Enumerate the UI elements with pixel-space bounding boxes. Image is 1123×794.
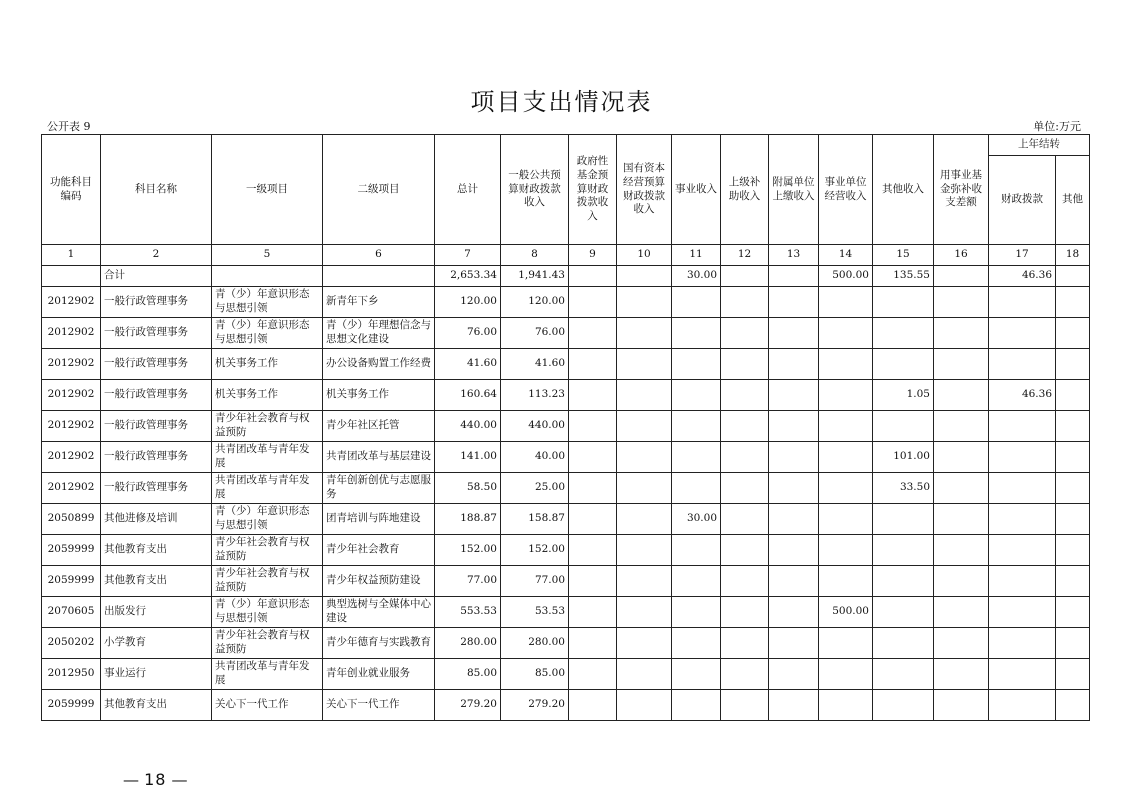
function-code-cell: 2012902 (42, 442, 101, 473)
subject-name-cell: 小学教育 (101, 628, 212, 659)
business-income-cell (672, 473, 721, 504)
fund-balance-cell (934, 380, 989, 411)
operating-income-cell: 500.00 (819, 597, 873, 628)
function-code-cell: 2059999 (42, 690, 101, 721)
carryover-other-cell (1056, 535, 1090, 566)
page-number: 18 (144, 770, 167, 789)
level1-project-cell: 青（少）年意识形态与思想引领 (212, 597, 323, 628)
level2-project-cell: 青少年德育与实践教育 (323, 628, 435, 659)
other-income-cell (873, 318, 934, 349)
general-budget-cell: 158.87 (501, 504, 569, 535)
total-cell: 553.53 (435, 597, 501, 628)
level2-project-cell: 新青年下乡 (323, 287, 435, 318)
superior-subsidy-cell (721, 442, 769, 473)
page-footer (123, 770, 188, 789)
gov-fund-cell (569, 566, 617, 597)
general-budget-cell: 440.00 (501, 411, 569, 442)
business-income-cell (672, 411, 721, 442)
fund-balance-cell (934, 411, 989, 442)
column-index-cell: 2 (101, 245, 212, 266)
general-budget-cell: 120.00 (501, 287, 569, 318)
header-carryover-group: 上年结转 (989, 135, 1090, 156)
state-capital-cell (617, 659, 672, 690)
affiliated-income-cell (769, 628, 819, 659)
general-budget-cell: 152.00 (501, 535, 569, 566)
affiliated-income-cell (769, 411, 819, 442)
general-budget-cell: 77.00 (501, 566, 569, 597)
gov-fund-cell (569, 504, 617, 535)
subject-name-cell: 事业运行 (101, 659, 212, 690)
level1-project-cell: 共青团改革与青年发展 (212, 473, 323, 504)
affiliated-income-cell (769, 597, 819, 628)
operating-income-cell (819, 690, 873, 721)
table-row (42, 504, 1090, 535)
total-cell: 120.00 (435, 287, 501, 318)
operating-income-cell (819, 473, 873, 504)
column-index-cell: 18 (1056, 245, 1090, 266)
total-cell: 77.00 (435, 566, 501, 597)
subject-name-cell: 其他教育支出 (101, 566, 212, 597)
carryover-fiscal-cell: 46.36 (989, 380, 1056, 411)
carryover-other-cell (1056, 287, 1090, 318)
fund-balance-cell (934, 349, 989, 380)
carryover-fiscal-cell (989, 659, 1056, 690)
level2-project-cell: 青少年权益预防建设 (323, 566, 435, 597)
footer-dash-right: — (171, 770, 188, 789)
header-other-income: 其他收入 (873, 135, 934, 245)
header-carryover-fiscal: 财政拨款 (989, 156, 1056, 245)
business-income-cell (672, 318, 721, 349)
operating-income-cell (819, 287, 873, 318)
carryover-fiscal-cell (989, 566, 1056, 597)
other-income-cell (873, 659, 934, 690)
other-income-cell (873, 349, 934, 380)
column-index-cell: 6 (323, 245, 435, 266)
table-row (42, 287, 1090, 318)
gov-fund-cell (569, 535, 617, 566)
business-income-cell (672, 349, 721, 380)
affiliated-income-cell (769, 473, 819, 504)
subject-name-cell: 一般行政管理事务 (101, 473, 212, 504)
level2-project-cell: 青年创新创优与志愿服务 (323, 473, 435, 504)
header-carryover-other: 其他 (1056, 156, 1090, 245)
superior-subsidy-cell (721, 411, 769, 442)
state-capital-cell (617, 442, 672, 473)
other-income-cell (873, 287, 934, 318)
gov-fund-cell (569, 411, 617, 442)
carryover-fiscal-cell (989, 473, 1056, 504)
other-income-cell (873, 597, 934, 628)
header-fund-balance: 用事业基金弥补收支差额 (934, 135, 989, 245)
level1-project-cell: 机关事务工作 (212, 349, 323, 380)
total-cell: 152.00 (435, 535, 501, 566)
total-fund-balance-cell (934, 266, 989, 287)
function-code-cell: 2012902 (42, 349, 101, 380)
total-general-cell: 1,941.43 (501, 266, 569, 287)
column-index-cell: 8 (501, 245, 569, 266)
total-business-cell: 30.00 (672, 266, 721, 287)
function-code-cell: 2059999 (42, 535, 101, 566)
total-cell: 85.00 (435, 659, 501, 690)
total-level2-cell (323, 266, 435, 287)
level2-project-cell: 团青培训与阵地建设 (323, 504, 435, 535)
subject-name-cell: 一般行政管理事务 (101, 349, 212, 380)
carryover-fiscal-cell (989, 349, 1056, 380)
total-cell: 160.64 (435, 380, 501, 411)
level2-project-cell: 青少年社会教育 (323, 535, 435, 566)
column-index-cell: 1 (42, 245, 101, 266)
business-income-cell (672, 287, 721, 318)
affiliated-income-cell (769, 442, 819, 473)
total-carry-fiscal-cell: 46.36 (989, 266, 1056, 287)
affiliated-income-cell (769, 287, 819, 318)
function-code-cell: 2050899 (42, 504, 101, 535)
superior-subsidy-cell (721, 628, 769, 659)
carryover-fiscal-cell (989, 318, 1056, 349)
fund-balance-cell (934, 504, 989, 535)
level1-project-cell: 共青团改革与青年发展 (212, 659, 323, 690)
state-capital-cell (617, 597, 672, 628)
other-income-cell: 101.00 (873, 442, 934, 473)
form-number: 公开表 9 (47, 120, 91, 133)
header-level2-project: 二级项目 (323, 135, 435, 245)
business-income-cell (672, 566, 721, 597)
function-code-cell: 2012902 (42, 287, 101, 318)
operating-income-cell (819, 504, 873, 535)
other-income-cell: 33.50 (873, 473, 934, 504)
level1-project-cell: 关心下一代工作 (212, 690, 323, 721)
superior-subsidy-cell (721, 566, 769, 597)
superior-subsidy-cell (721, 659, 769, 690)
other-income-cell (873, 504, 934, 535)
table-row (42, 411, 1090, 442)
level1-project-cell: 青少年社会教育与权益预防 (212, 566, 323, 597)
operating-income-cell (819, 566, 873, 597)
carryover-other-cell (1056, 566, 1090, 597)
table-row (42, 597, 1090, 628)
header-general-budget: 一般公共预算财政拨款收入 (501, 135, 569, 245)
header-level1-project: 一级项目 (212, 135, 323, 245)
subject-name-cell: 其他教育支出 (101, 690, 212, 721)
column-index-cell: 17 (989, 245, 1056, 266)
level2-project-cell: 青少年社区托管 (323, 411, 435, 442)
column-index-cell: 9 (569, 245, 617, 266)
superior-subsidy-cell (721, 380, 769, 411)
table-row (42, 628, 1090, 659)
total-affiliated-cell (769, 266, 819, 287)
total-label-cell: 合计 (101, 266, 212, 287)
other-income-cell (873, 411, 934, 442)
carryover-other-cell (1056, 318, 1090, 349)
function-code-cell: 2012902 (42, 473, 101, 504)
gov-fund-cell (569, 318, 617, 349)
business-income-cell (672, 442, 721, 473)
gov-fund-cell (569, 287, 617, 318)
general-budget-cell: 40.00 (501, 442, 569, 473)
carryover-other-cell (1056, 442, 1090, 473)
total-cell: 141.00 (435, 442, 501, 473)
operating-income-cell (819, 442, 873, 473)
other-income-cell (873, 690, 934, 721)
superior-subsidy-cell (721, 318, 769, 349)
affiliated-income-cell (769, 566, 819, 597)
state-capital-cell (617, 690, 672, 721)
table-row (42, 442, 1090, 473)
superior-subsidy-cell (721, 690, 769, 721)
total-gov-fund-cell (569, 266, 617, 287)
total-cell: 76.00 (435, 318, 501, 349)
header-superior-subsidy: 上级补助收入 (721, 135, 769, 245)
function-code-cell: 2059999 (42, 566, 101, 597)
column-index-cell: 14 (819, 245, 873, 266)
header-gov-fund: 政府性基金预算财政拨款收入 (569, 135, 617, 245)
header-operating-income: 事业单位经营收入 (819, 135, 873, 245)
gov-fund-cell (569, 690, 617, 721)
operating-income-cell (819, 380, 873, 411)
total-cell: 41.60 (435, 349, 501, 380)
level2-project-cell: 机关事务工作 (323, 380, 435, 411)
function-code-cell: 2050202 (42, 628, 101, 659)
level2-project-cell: 青年创业就业服务 (323, 659, 435, 690)
subject-name-cell: 其他教育支出 (101, 535, 212, 566)
fund-balance-cell (934, 442, 989, 473)
column-index-cell: 13 (769, 245, 819, 266)
function-code-cell: 2012950 (42, 659, 101, 690)
operating-income-cell (819, 318, 873, 349)
page-title: 项目支出情况表 (470, 88, 653, 116)
header-function-code: 功能科目编码 (42, 135, 101, 245)
table-row (42, 659, 1090, 690)
column-index-cell: 12 (721, 245, 769, 266)
business-income-cell: 30.00 (672, 504, 721, 535)
table-row (42, 349, 1090, 380)
header-business-income: 事业收入 (672, 135, 721, 245)
subject-name-cell: 一般行政管理事务 (101, 411, 212, 442)
table-row (42, 690, 1090, 721)
total-subsidy-cell (721, 266, 769, 287)
state-capital-cell (617, 473, 672, 504)
column-index-cell: 16 (934, 245, 989, 266)
affiliated-income-cell (769, 380, 819, 411)
footer-dash-left: — (123, 770, 139, 789)
operating-income-cell (819, 411, 873, 442)
level1-project-cell: 青少年社会教育与权益预防 (212, 411, 323, 442)
level1-project-cell: 青（少）年意识形态与思想引领 (212, 287, 323, 318)
function-code-cell: 2070605 (42, 597, 101, 628)
carryover-other-cell (1056, 659, 1090, 690)
business-income-cell (672, 535, 721, 566)
carryover-other-cell (1056, 690, 1090, 721)
project-expenditure-table (41, 134, 1090, 721)
total-row (42, 266, 1090, 287)
level1-project-cell: 青少年社会教育与权益预防 (212, 628, 323, 659)
general-budget-cell: 25.00 (501, 473, 569, 504)
fund-balance-cell (934, 628, 989, 659)
superior-subsidy-cell (721, 535, 769, 566)
operating-income-cell (819, 659, 873, 690)
state-capital-cell (617, 380, 672, 411)
table-row (42, 380, 1090, 411)
table-row (42, 473, 1090, 504)
other-income-cell: 1.05 (873, 380, 934, 411)
header-affiliated-income: 附属单位上缴收入 (769, 135, 819, 245)
other-income-cell (873, 566, 934, 597)
affiliated-income-cell (769, 349, 819, 380)
state-capital-cell (617, 411, 672, 442)
total-cell: 58.50 (435, 473, 501, 504)
subject-name-cell: 一般行政管理事务 (101, 318, 212, 349)
carryover-other-cell (1056, 473, 1090, 504)
carryover-other-cell (1056, 504, 1090, 535)
state-capital-cell (617, 349, 672, 380)
affiliated-income-cell (769, 535, 819, 566)
business-income-cell (672, 690, 721, 721)
carryover-fiscal-cell (989, 535, 1056, 566)
function-code-cell: 2012902 (42, 318, 101, 349)
level2-project-cell: 办公设备购置工作经费 (323, 349, 435, 380)
gov-fund-cell (569, 442, 617, 473)
carryover-other-cell (1056, 380, 1090, 411)
fund-balance-cell (934, 535, 989, 566)
header-subject-name: 科目名称 (101, 135, 212, 245)
total-cell: 280.00 (435, 628, 501, 659)
business-income-cell (672, 380, 721, 411)
business-income-cell (672, 597, 721, 628)
state-capital-cell (617, 287, 672, 318)
state-capital-cell (617, 566, 672, 597)
general-budget-cell: 76.00 (501, 318, 569, 349)
operating-income-cell (819, 628, 873, 659)
level2-project-cell: 关心下一代工作 (323, 690, 435, 721)
gov-fund-cell (569, 380, 617, 411)
general-budget-cell: 41.60 (501, 349, 569, 380)
column-index-cell: 7 (435, 245, 501, 266)
fund-balance-cell (934, 287, 989, 318)
total-carry-other-cell (1056, 266, 1090, 287)
affiliated-income-cell (769, 690, 819, 721)
subject-name-cell: 出版发行 (101, 597, 212, 628)
gov-fund-cell (569, 597, 617, 628)
total-level1-cell (212, 266, 323, 287)
table-row (42, 318, 1090, 349)
column-index-cell: 10 (617, 245, 672, 266)
fund-balance-cell (934, 597, 989, 628)
header-total: 总计 (435, 135, 501, 245)
column-index-cell: 5 (212, 245, 323, 266)
total-cell: 188.87 (435, 504, 501, 535)
table-row (42, 535, 1090, 566)
total-amount-cell: 2,653.34 (435, 266, 501, 287)
total-operating-cell: 500.00 (819, 266, 873, 287)
fund-balance-cell (934, 690, 989, 721)
subject-name-cell: 其他进修及培训 (101, 504, 212, 535)
header-state-capital: 国有资本经营预算财政拨款收入 (617, 135, 672, 245)
affiliated-income-cell (769, 318, 819, 349)
gov-fund-cell (569, 473, 617, 504)
carryover-fiscal-cell (989, 504, 1056, 535)
carryover-fiscal-cell (989, 287, 1056, 318)
carryover-other-cell (1056, 628, 1090, 659)
column-index-row (42, 245, 1090, 266)
column-index-cell: 15 (873, 245, 934, 266)
function-code-cell: 2012902 (42, 411, 101, 442)
other-income-cell (873, 535, 934, 566)
level1-project-cell: 机关事务工作 (212, 380, 323, 411)
subject-name-cell: 一般行政管理事务 (101, 442, 212, 473)
carryover-other-cell (1056, 349, 1090, 380)
total-other-cell: 135.55 (873, 266, 934, 287)
fund-balance-cell (934, 473, 989, 504)
superior-subsidy-cell (721, 473, 769, 504)
subject-name-cell: 一般行政管理事务 (101, 380, 212, 411)
total-cell: 279.20 (435, 690, 501, 721)
general-budget-cell: 113.23 (501, 380, 569, 411)
general-budget-cell: 279.20 (501, 690, 569, 721)
affiliated-income-cell (769, 504, 819, 535)
state-capital-cell (617, 628, 672, 659)
subject-name-cell: 一般行政管理事务 (101, 287, 212, 318)
gov-fund-cell (569, 628, 617, 659)
level1-project-cell: 青（少）年意识形态与思想引领 (212, 318, 323, 349)
fund-balance-cell (934, 659, 989, 690)
superior-subsidy-cell (721, 349, 769, 380)
carryover-other-cell (1056, 411, 1090, 442)
function-code-cell: 2012902 (42, 380, 101, 411)
carryover-other-cell (1056, 597, 1090, 628)
header-row-top (42, 135, 1090, 156)
fund-balance-cell (934, 566, 989, 597)
level2-project-cell: 共青团改革与基层建设 (323, 442, 435, 473)
superior-subsidy-cell (721, 504, 769, 535)
general-budget-cell: 85.00 (501, 659, 569, 690)
affiliated-income-cell (769, 659, 819, 690)
business-income-cell (672, 628, 721, 659)
total-state-capital-cell (617, 266, 672, 287)
business-income-cell (672, 659, 721, 690)
general-budget-cell: 53.53 (501, 597, 569, 628)
state-capital-cell (617, 318, 672, 349)
carryover-fiscal-cell (989, 597, 1056, 628)
gov-fund-cell (569, 659, 617, 690)
carryover-fiscal-cell (989, 690, 1056, 721)
operating-income-cell (819, 349, 873, 380)
carryover-fiscal-cell (989, 628, 1056, 659)
superior-subsidy-cell (721, 597, 769, 628)
level1-project-cell: 青少年社会教育与权益预防 (212, 535, 323, 566)
general-budget-cell: 280.00 (501, 628, 569, 659)
carryover-fiscal-cell (989, 442, 1056, 473)
fund-balance-cell (934, 318, 989, 349)
other-income-cell (873, 628, 934, 659)
unit-label: 单位:万元 (1033, 120, 1081, 133)
column-index-cell: 11 (672, 245, 721, 266)
level2-project-cell: 典型选树与全媒体中心建设 (323, 597, 435, 628)
state-capital-cell (617, 535, 672, 566)
level1-project-cell: 共青团改革与青年发展 (212, 442, 323, 473)
state-capital-cell (617, 504, 672, 535)
total-code-cell (42, 266, 101, 287)
gov-fund-cell (569, 349, 617, 380)
total-cell: 440.00 (435, 411, 501, 442)
table-row (42, 566, 1090, 597)
level2-project-cell: 青（少）年理想信念与思想文化建设 (323, 318, 435, 349)
superior-subsidy-cell (721, 287, 769, 318)
carryover-fiscal-cell (989, 411, 1056, 442)
operating-income-cell (819, 535, 873, 566)
level1-project-cell: 青（少）年意识形态与思想引领 (212, 504, 323, 535)
